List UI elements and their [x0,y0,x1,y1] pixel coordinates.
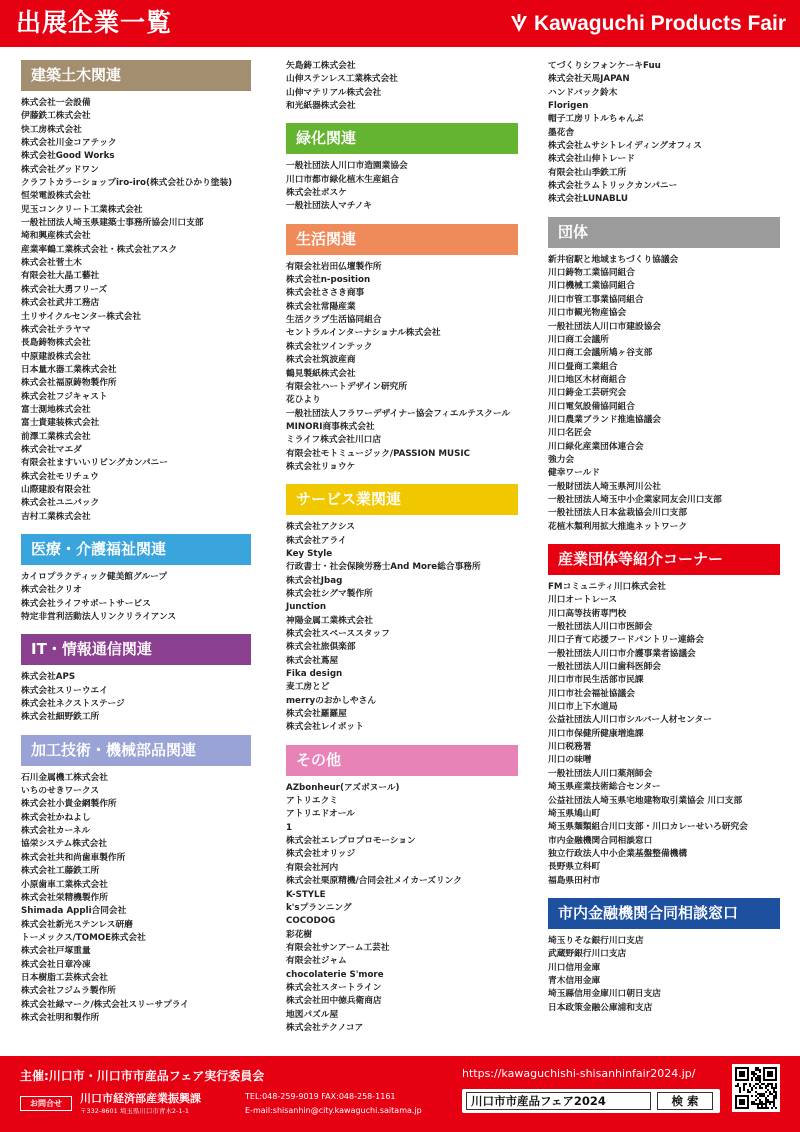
exhibitor-item: 株式会社オリッジ [286,849,356,860]
exhibitor-item: MINORI商事株式会社 [286,421,375,432]
exhibitor-item: 埼玉りそな銀行川口支店 [548,935,644,946]
exhibitor-item: 麦工房とど [286,682,330,693]
section [21,634,271,724]
exhibitor-item: 株式会社戸塚重量 [21,946,91,957]
exhibitor-item: 川口市観光物産協会 [548,308,627,319]
exhibitor-item: 株式会社スタートライン [286,982,382,993]
exhibitor-item: 株式会社緑マーク/株式会社スリーサプライ [21,999,189,1010]
exhibitor-item: Florigen [548,101,589,112]
exhibitor-item: 前澤工業株式会社 [21,431,91,442]
exhibitor-item: Key Style [286,548,333,559]
column-1 [21,60,271,1035]
exhibitor-item: 公益社団法人埼玉県宅地建物取引業協会 川口支部 [548,795,743,806]
exhibitor-item: 1 [286,822,293,833]
exhibitor-item: 株式会社田中徳兵衛商店 [286,996,382,1007]
exhibitor-item: 鶴見製紙株式会社 [286,368,356,379]
exhibitor-item: merryのおかしやさん [286,695,376,706]
exhibitor-item: 市内金融機関合同相談窓口 [548,835,653,846]
search-box [462,1089,720,1113]
exhibitor-item: 川口地区木材商組合 [548,374,627,385]
exhibitor-item: 株式会社栄精機製作所 [21,892,108,903]
exhibitor-item: 恒栄電設株式会社 [21,191,91,202]
exhibitor-item: 山際建設有限会社 [21,484,91,495]
section [21,534,271,624]
exhibitor-item: 株式会社ボスケ [286,188,347,199]
section [286,224,536,475]
exhibitor-item: 一般社団法人マチノキ [286,201,372,212]
footer [0,1056,800,1132]
section-heading: IT・情報通信関連 [21,634,251,665]
exhibitor-item: 青木信用金庫 [548,975,601,986]
exhibitor-item: 株式会社エレプロプロモーション [286,836,416,847]
section [21,735,271,1026]
exhibitor-item: 富士測地株式会社 [21,404,91,415]
exhibitor-item: 有限会社大晶工藝社 [21,271,100,282]
exhibitor-item: 株式会社天馬JAPAN [548,74,630,85]
exhibitor-item: トーメックス/TOMOE株式会社 [21,932,146,943]
exhibitor-item: 株式会社小貴金網製作所 [21,799,117,810]
contact-address: 〒332-8601 埼玉県川口市青木2-1-1 [80,1107,189,1115]
exhibitor-item: 協栄システム株式会社 [21,839,108,850]
exhibitor-item: 株式会社ささき商事 [286,288,365,299]
exhibitor-item: 株式会社ムサシトレイディングオフィス [548,141,702,152]
exhibitor-item: アトリエドオール [286,809,355,820]
exhibitor-item: 一般社団法人埼玉県建築士事務所協会川口支部 [21,218,204,229]
exhibitor-item: 埼和興産株式会社 [21,231,91,242]
section [548,544,798,888]
exhibitor-item: 彩花樹 [286,929,313,940]
exhibitor-item: 一般社団法人川口歯科医師会 [548,662,661,673]
organizer: 主催:川口市・川口市市産品フェア実行委員会 [20,1069,265,1083]
exhibitor-item: 有限会社ますいいリビングカンパニー [21,458,168,469]
exhibitor-item: 株式会社一会設備 [21,98,91,108]
section-heading: 産業団体等紹介コーナー [548,544,780,575]
exhibitor-item: 日本量水器工業株式会社 [21,364,117,375]
exhibitor-item: 株式会社スリーウエイ [21,685,108,696]
exhibitor-item: 有限会社モトミュージック/PASSION MUSIC [286,448,470,459]
exhibitor-item: 川口高等技術専門校 [548,608,627,619]
exhibitor-item: 有限会社ハートデザイン研究所 [286,381,408,392]
exhibitor-item: Shimada Appli合同会社 [21,906,127,917]
exhibitor-item: 株式会社栗原精機/合同会社メイカーズリンク [286,876,462,887]
section-heading: 加工技術・機械部品関連 [21,735,251,766]
exhibitor-item: 川口電気設備協同組合 [548,401,635,412]
exhibitor-item: 株式会社n-position [286,275,371,286]
exhibitor-item: 土リサイクルセンター株式会社 [21,311,142,322]
exhibitor-item: chocolaterie S'more [286,969,384,980]
exhibitor-item: 有限会社河内 [286,862,339,873]
exhibitor-item: 行政書士・社会保険労務士And More総合事務所 [286,562,481,573]
section-heading: 建築土木関連 [21,60,251,91]
exhibitor-item: 川口市保健所健康増進課 [548,728,644,739]
exhibitor-item: 一般社団法人フラワーデザイナー協会フィエルテスクール [286,408,511,419]
exhibitor-item: 株式会社カーネル [21,826,91,837]
section-heading: その他 [286,745,518,776]
exhibitor-item: 生活クラブ生活協同組合 [286,315,382,326]
section [286,484,536,735]
exhibitor-item: 川口市管工事業協同組合 [548,294,644,305]
header [0,0,800,47]
exhibitor-item: 特定非営利活動法人リンクリライアンス [21,612,177,623]
section-heading: 市内金融機関合同相談窓口 [548,898,780,929]
exhibitor-item: 株式会社スペーススタッフ [286,629,390,639]
section [548,60,798,207]
exhibitor-item: ミライフ株式会社川口店 [286,435,382,446]
exhibitor-item: 株式会社シグマ製作所 [286,588,373,599]
exhibitor-item: 株式会社クリオ [21,585,82,596]
exhibitor-item: 株式会社菅土木 [21,258,82,269]
exhibitor-item: 株式会社リョウケ [286,461,356,472]
exhibitor-item: 川口オートレース [548,595,618,606]
exhibitor-item: クラフトカラーショップiro-iro(株式会社ひかり塗装) [21,178,233,189]
exhibitor-item: 川口機械工業協同組合 [548,281,635,292]
section [548,898,798,1015]
exhibitor-item: 川口税務署 [548,742,592,753]
exhibitor-item: 埼玉県産業技術総合センター [548,782,661,793]
section [286,60,536,113]
website-url[interactable]: https://kawaguchishi-shisanhinfair2024.jp/ [462,1067,696,1080]
exhibitor-item: 花植木類利用拡大推進ネットワーク [548,521,687,532]
exhibitor-item: Fika design [286,669,343,680]
exhibitor-item: 花ひより [286,395,321,406]
exhibitor-item: 川口商工会議所鳩ヶ谷支部 [548,348,653,359]
exhibitor-item: 神陽金属工業株式会社 [286,615,373,626]
exhibitor-item: 株式会社ネクストステージ [21,699,125,710]
exhibitor-item: FMコミュニティ川口株式会社 [548,582,666,592]
column-2 [286,60,536,1045]
exhibitor-item: 川口市社会福祉協議会 [548,688,635,699]
exhibitor-item: 株式会社アライ [286,535,347,546]
exhibitor-item: 株式会社テクノコア [286,1022,364,1033]
exhibitor-item: 富士貴建装株式会社 [21,418,100,429]
exhibitor-item: 株式会社ラムトリックカンパニー [548,181,678,192]
exhibitor-item: 川口市市民生活部市民課 [548,675,644,686]
section-heading: 緑化関連 [286,123,518,154]
exhibitor-item: 地図パズル屋 [286,1009,339,1020]
exhibitor-item: 有限会社山季鉄工所 [548,167,627,178]
exhibitor-item: 株式会社山伸トレード [548,154,635,165]
exhibitor-item: 日本樹脂工芸株式会社 [21,972,108,983]
exhibitor-item: 新井宿駅と地域まちづくり協議会 [548,254,679,265]
exhibitor-item: 株式会社常陽産業 [286,301,356,312]
exhibitor-item: 川口名匠会 [548,428,592,439]
exhibitor-item: 川口緑化産業団体連合会 [548,441,644,452]
exhibitor-item: 株式会社大勇フリーズ [21,284,108,295]
exhibitor-item: 株式会社明和製作所 [21,1012,100,1023]
contact-org: 川口市経済部産業振興課 [80,1092,201,1105]
section [286,123,536,213]
exhibitor-item: K-STYLE [286,889,326,900]
exhibitor-item: 一般社団法人川口市建設協会 [548,321,661,332]
exhibitor-item: 一般社団法人川口市造園業協会 [286,161,408,172]
exhibitor-item: ハンドバック鈴木 [548,87,618,98]
contact-tel: TEL:048-259-9019 FAX:048-258-1161 [245,1092,396,1101]
exhibitor-item: 株式会社福原鋳物製作所 [21,378,117,389]
exhibitor-item: 山伸マテリアル株式会社 [286,87,382,98]
search-query[interactable]: 川口市市産品フェア2024 [466,1092,651,1110]
exhibitor-item: 川口信用金庫 [548,962,601,973]
exhibitor-item: 株式会社共和尚歯車製作所 [21,852,126,863]
exhibitor-item: アトリエクミ [286,796,338,807]
section-heading: 生活関連 [286,224,518,255]
exhibitor-item: いちのせきワークス [21,786,100,797]
exhibitor-item: COCODOG [286,916,336,927]
exhibitor-item: 埼玉県鳩山町 [548,808,601,819]
exhibitor-item: 武蔵野銀行川口支店 [548,949,627,960]
exhibitor-item: 埼玉縣信用金庫川口朝日支店 [548,989,661,1000]
exhibitor-item: AZbonheur(アズボヌール) [286,782,400,793]
exhibitor-item: 有限会社ジャム [286,956,347,967]
exhibitor-item: 株式会社テラヤマ [21,324,91,335]
exhibitor-item: 株式会社アクシス [286,522,355,533]
exhibitor-item: 株式会社細野鉄工所 [21,712,100,723]
exhibitor-item: k'sプランニング [286,902,352,913]
exhibitor-item: 墨花舎 [548,127,575,138]
exhibitor-item: 株式会社フジムラ製作所 [21,986,116,997]
section [548,217,798,534]
exhibitor-item: セントラルインターナショナル株式会社 [286,328,441,339]
exhibitor-item: 株式会社蔦屋 [286,655,339,666]
contact-email[interactable]: E-mail:shisanhin@city.kawaguchi.saitama.jp [245,1106,422,1115]
exhibitor-item: 川口鋳金工芸研究会 [548,388,627,399]
section-heading: 医療・介護福祉関連 [21,534,251,565]
exhibitor-item: 公益社団法人川口市シルバー人材センター [548,715,712,726]
kawaguchi-logo-icon [509,13,529,35]
exhibitor-item: 有限会社岩田仏壇製作所 [286,261,382,272]
section [21,60,271,524]
exhibitor-item: 帽子工房リトルちゃんぷ [548,114,644,125]
exhibitor-item: 株式会社川金コアテック [21,138,117,149]
exhibitor-item: 株式会社フジキャスト [21,391,108,402]
exhibitor-item: 川口市上下水道局 [548,702,618,713]
exhibitor-item: 健幸ワールド [548,468,600,479]
exhibitor-item: 一般社団法人川口市医師会 [548,622,653,633]
brand-name: Kawaguchi Products Fair [533,12,786,35]
exhibitor-item: 児玉コンクリート工業株式会社 [21,204,143,215]
exhibitor-item: 川口鋳物工業協同組合 [548,268,635,279]
exhibitor-item: 快工房株式会社 [21,124,82,135]
exhibitor-item: 株式会社日章冷凍 [21,959,91,970]
exhibitor-item: 株式会社モリチュウ [21,471,99,482]
exhibitor-item: 株式会社グッドワン [21,164,99,175]
exhibitor-item: 株式会社武井工務店 [21,298,100,309]
exhibitor-item: 一般財団法人埼玉県河川公社 [548,481,661,492]
exhibitor-item: 産業率鶴工業株式会社・株式会社アスク [21,244,178,255]
exhibitor-item: 株式会社羅羅屋 [286,709,347,720]
exhibitor-item: 川口の味噌 [548,755,592,766]
exhibitor-item: 石川金属機工株式会社 [21,772,108,783]
exhibitor-item: 独立行政法人中小企業基盤整備機構 [548,848,687,859]
exhibitor-item: 株式会社筑波産商 [286,355,356,366]
exhibitor-item: 株式会社ライフサポートサービス [21,598,151,609]
exhibitor-item: 川口子育て応援フードパントリー連絡会 [548,635,704,646]
exhibitor-item: 株式会社レイポット [286,722,364,733]
exhibitor-item: Junction [286,602,327,613]
exhibitor-item: 株式会社Jbag [286,575,343,586]
exhibitor-item: カイロプラクティック健美館グループ [21,572,168,582]
exhibitor-item: 有限会社サンアーム工芸社 [286,942,390,953]
exhibitor-item: 川口市都市緑化植木生産組合 [286,174,399,185]
exhibitor-item: 川口農業ブランド推進協議会 [548,414,661,425]
page-title: 出展企業一覧 [16,8,173,37]
exhibitor-item: 埼玉県麺類組合川口支部・川口カレーせいろ研究会 [548,822,748,833]
exhibitor-item: 株式会社マエダ [21,444,82,455]
column-3 [548,60,798,1025]
exhibitor-item: 川口商工会議所 [548,334,609,345]
exhibitor-item: 株式会社工藤鉄工所 [21,866,100,877]
exhibitor-item: 株式会社ユニパック [21,498,100,509]
exhibitor-item: 吉村工業株式会社 [21,511,91,522]
exhibitor-item: 矢島鋳工株式会社 [286,61,356,71]
exhibitor-item: 株式会社Good Works [21,151,115,162]
brand [509,11,786,37]
section [286,745,536,1036]
exhibitor-item: 日本政策金融公庫浦和支店 [548,1002,653,1013]
qr-code-icon[interactable] [732,1064,780,1112]
exhibitor-item: 強力会 [548,454,575,465]
exhibitor-item: 株式会社新光ステンレス研磨 [21,919,133,930]
exhibitor-item: 川口畳商工業組合 [548,361,618,372]
exhibitor-item: 一般社団法人日本盆栽協会川口支部 [548,508,687,519]
exhibitor-item: 山伸ステンレス工業株式会社 [286,74,398,85]
exhibitor-item: 中原建設株式会社 [21,351,91,362]
exhibitor-item: 和光紙器株式会社 [286,101,356,112]
exhibitor-item: 株式会社LUNABLU [548,194,628,205]
exhibitor-item: 株式会社APS [21,672,76,683]
section-heading: サービス業関連 [286,484,518,515]
exhibitor-item: 長野県立科町 [548,862,601,873]
contact-label: お問合せ [20,1096,72,1111]
exhibitor-item: 一般社団法人川口薬剤師会 [548,768,653,779]
exhibitor-item: 株式会社旅倶楽部 [286,642,356,653]
exhibitor-item: 福島県田村市 [548,875,601,886]
exhibitor-item: 一般社団法人川口市介護事業者協議会 [548,648,696,659]
exhibitor-item: てづくりシフォンケーキFuu [548,61,661,71]
section-heading: 団体 [548,217,780,248]
exhibitor-item: 小原歯車工業株式会社 [21,879,108,890]
exhibitor-item: 長島鋳物株式会社 [21,338,91,349]
search-button[interactable]: 検 索 [657,1092,713,1110]
exhibitor-item: 伊藤鉄工株式会社 [21,111,91,122]
exhibitor-item: 株式会社ツインテック [286,341,373,352]
exhibitor-item: 一般社団法人埼玉中小企業家同友会川口支部 [548,494,722,505]
exhibitor-item: 株式会社かねよし [21,812,91,823]
